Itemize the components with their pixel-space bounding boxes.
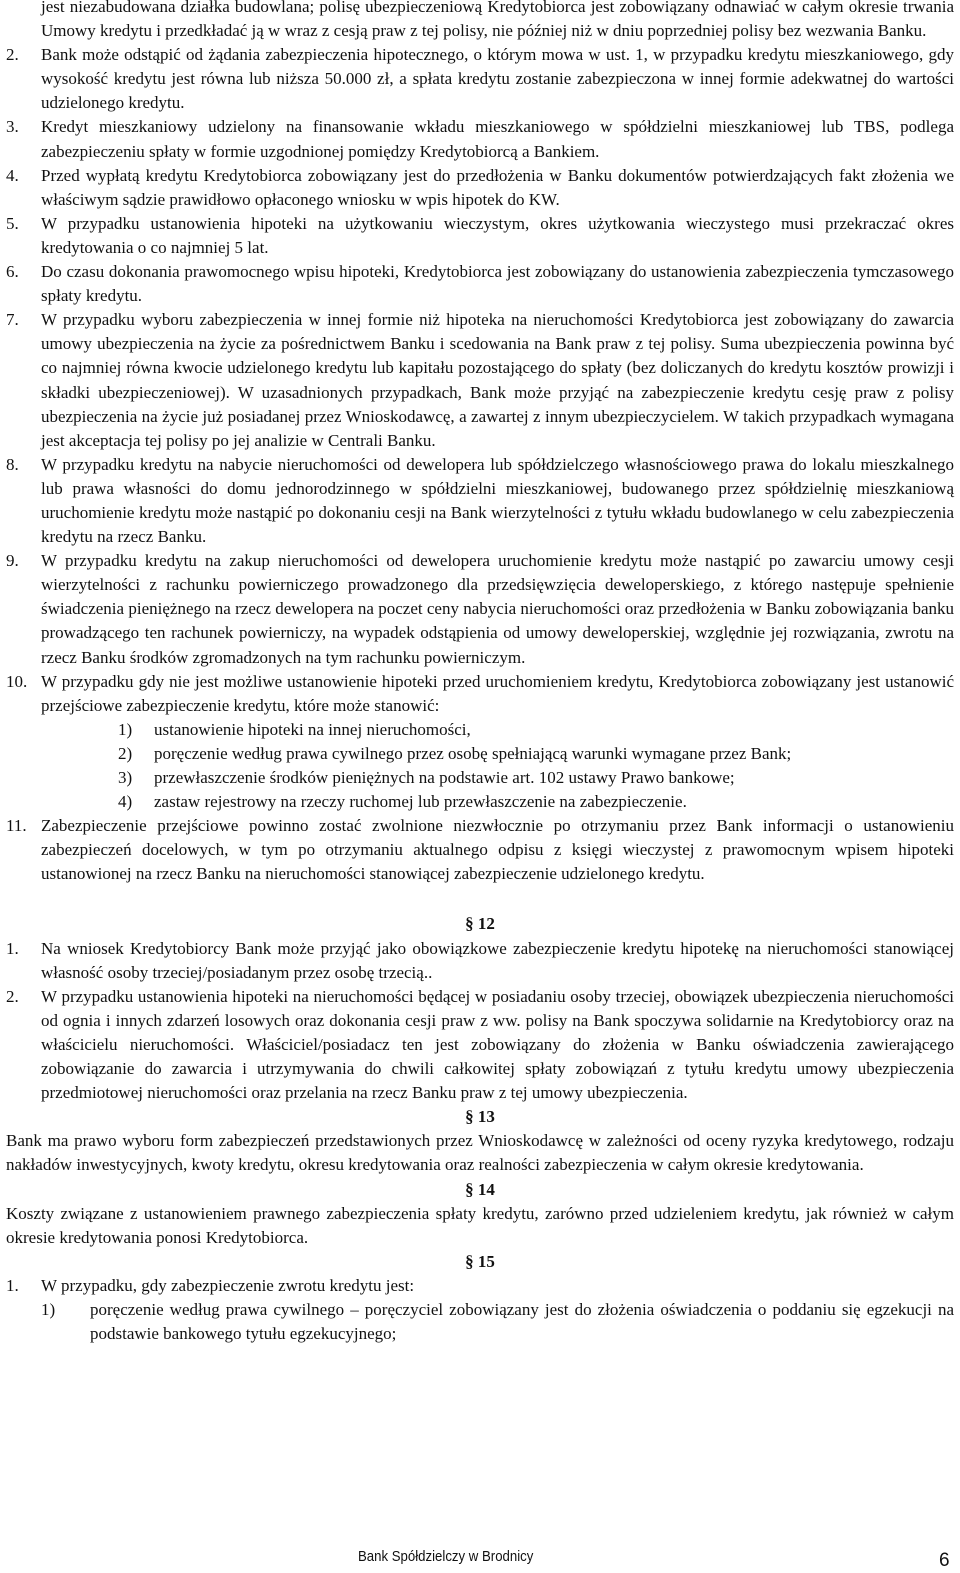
item-number: 10. <box>6 671 28 691</box>
sub-item-number: 1) <box>118 719 133 739</box>
item-number: 5. <box>6 213 19 233</box>
footer-bank-name: Bank Spółdzielczy w Brodnicy <box>358 1548 534 1565</box>
sub-item-number: 1) <box>41 1299 56 1319</box>
item-text: W przypadku kredytu na nabycie nieruchomości od dewelopera lub spółdzielczego własnościowego prawa do lokalu mieszkalnego lub prawa własności do domu jednorodzinnego w spółdzielni mieszkaniowej, budowanego przez spółdzielnię mieszkaniową uruchomienie kredytu może nastąpić po dokonaniu cesji na Bank wierzytelności z tytułu wkładu budowlanego w celu zabezpieczenia kredytu na rzecz Banku. <box>41 454 954 547</box>
sub-list-item <box>6 1298 954 1346</box>
sub-list-item <box>6 742 954 766</box>
section-13-text: Bank ma prawo wyboru form zabezpieczeń przedstawionych przez Wnioskodawcę w zależności od oceny ryzyka kredytowego, rodzaju nakładów inwestycyjnych, kwoty kredytu, okresu kredytowania oraz realności zabezpieczenia w całym okresie kredytowania. <box>6 1131 954 1175</box>
list-item <box>6 549 954 669</box>
list-item <box>6 985 954 1105</box>
item-number: 3. <box>6 117 19 137</box>
list-item <box>6 164 954 212</box>
list-item <box>6 260 954 308</box>
list-item <box>6 670 954 718</box>
sub-item-text: poręczenie według prawa cywilnego – poręczyciel zobowiązany jest do złożenia oświadczenia o poddaniu się egzekucji na podstawie bankowego tytułu egzekucyjnego; <box>90 1299 954 1344</box>
item-number: 7. <box>6 310 19 330</box>
item-number: 1. <box>6 938 19 958</box>
section-heading-14: § 14 <box>465 1179 495 1199</box>
list-item <box>6 212 954 260</box>
list-item <box>6 115 954 163</box>
item-text: W przypadku, gdy zabezpieczenie zwrotu kredytu jest: <box>41 1275 415 1295</box>
item-number: 8. <box>6 454 19 474</box>
item-text: Bank może odstąpić od żądania zabezpieczenia hipotecznego, o którym mowa w ust. 1, w przypadku kredytu mieszkaniowego, gdy wysokość kredytu jest równa lub niższa 50.000 zł, a spłata kredytu zostanie zabezpieczona w innej formie adekwatnej do wartości udzielonego kredytu. <box>41 45 954 113</box>
sub-list-item <box>6 766 954 790</box>
sub-item-number: 2) <box>118 743 133 763</box>
list-item <box>6 308 954 453</box>
item-text: Przed wypłatą kredytu Kredytobiorca zobowiązany jest do przedłożenia w Banku dokumentów potwierdzających fakt złożenia we właściwym sądzie prawidłowo opłaconego wniosku w wpis hipotek do KW. <box>41 165 954 209</box>
page-footer <box>0 1548 960 1573</box>
item-text: W przypadku gdy nie jest możliwe ustanowienie hipoteki przed uruchomieniem kredytu, Kredytobiorca zobowiązany jest ustanowić przejściowe zabezpieczenie kredytu, które może stanowić: <box>41 671 954 715</box>
item-text: W przypadku ustanowienia hipoteki na użytkowaniu wieczystym, okres użytkowania wieczystego musi przekraczać okres kredytowania o co najmniej 5 lat. <box>41 213 954 257</box>
sub-item-number: 4) <box>118 792 133 812</box>
item-number: 11. <box>6 816 27 836</box>
item-text: W przypadku ustanowienia hipoteki na nieruchomości będącej w posiadaniu osoby trzeciej, obowiązek ubezpieczenia nieruchomości od ognia i innych zdarzeń losowych oraz dokonania cesji praw z ww. polisy na Bank spoczywa solidarnie na Kredytobiorcy oraz na właścicielu nieruchomości. Właściciel/posiadacz ten jest zobowiązany do złożenia w Banku oświadczenia zawierającego zobowiązanie do zawarcia i utrzymywania do chwili całkowitej spłaty zobowiązań z tytułu kredytu umowy ubezpieczenia przedmiotowej nieruchomości oraz przelania na rzecz Banku praw z tej umowy ubezpieczenia. <box>41 986 954 1103</box>
list-item <box>6 43 954 115</box>
item-number: 2. <box>6 45 19 65</box>
page-number: 6 <box>939 1550 950 1571</box>
intro-text: jest niezabudowana działka budowlana; polisę ubezpieczeniową Kredytobiorca jest zobowiązany odnawiać w całym okresie trwania Umowy kredytu i przedkładać ją w wraz z cesją praw z tej polisy, nie później niż w dniu poprzedniej polisy bez wezwania Banku. <box>41 0 954 41</box>
section-14-text: Koszty związane z ustanowieniem prawnego zabezpieczenia spłaty kredytu, zarówno przed udzieleniem kredytu, jak również w całym okresie kredytowania ponosi Kredytobiorca. <box>6 1203 954 1247</box>
intro-paragraph <box>6 0 954 43</box>
item-number: 9. <box>6 551 19 571</box>
list-item <box>6 1274 954 1298</box>
item-text: W przypadku wyboru zabezpieczenia w innej formie niż hipoteka na nieruchomości Kredytobiorca jest zobowiązany do zawarcia umowy ubezpieczenia na życie za pośrednictwem Banku i scedowania na Bank praw z tej polisy. Suma ubezpieczenia powinna być co najmniej równa kwocie udzielonego kredytu lub kapitału pozostającego do spłaty (bez doliczanych do kredytu kosztów prowizji i składki ubezpieczeniowej). W uzasadnionych przypadkach, Bank może przyjąć na zabezpieczenie kredytu cesję praw z polisy ubezpieczenia na życie już posiadanej przez Wnioskodawcę, a zawartej z innym ubezpieczycielem. W takich przypadkach wymagana jest akceptacja tej polisy po jej analizie w Centrali Banku. <box>41 310 954 450</box>
sub-item-text: ustanowienie hipoteki na innej nieruchomości, <box>154 719 471 739</box>
list-item <box>6 937 954 985</box>
section-heading-12: § 12 <box>465 914 495 934</box>
sub-item-text: przewłaszczenie środków pieniężnych na podstawie art. 102 ustawy Prawo bankowe; <box>154 768 735 787</box>
sub-list-item <box>6 790 954 814</box>
list-item <box>6 453 954 549</box>
item-number: 2. <box>6 986 19 1006</box>
item-text: Kredyt mieszkaniowy udzielony na finansowanie wkładu mieszkaniowego w spółdzielni mieszkaniowej lub TBS, podlega zabezpieczeniu spłaty w formie uzgodnionej pomiędzy Kredytobiorcą a Bankiem. <box>41 117 954 161</box>
list-item <box>6 814 954 886</box>
sub-item-text: zastaw rejestrowy na rzeczy ruchomej lub przewłaszczenie na zabezpieczenie. <box>154 792 687 812</box>
sub-item-text: poręczenie według prawa cywilnego przez osobę spełniającą warunki wymagane przez Bank; <box>154 743 792 763</box>
item-number: 1. <box>6 1275 19 1295</box>
section-heading-15: § 15 <box>465 1251 495 1271</box>
item-text: W przypadku kredytu na zakup nieruchomości od dewelopera uruchomienie kredytu może nastąpić po zawarciu umowy cesji wierzytelności z rachunku powierniczego prowadzonego dla przedsięwzięcia deweloperskiego, z którego następuje spełnienie świadczenia pieniężnego na rzecz dewelopera na poczet ceny nabycia nieruchomości oraz przedłożenia w Banku zobowiązania banku prowadzącego ten rachunek powierniczy, na wypadek odstąpienia od umowy deweloperskiej, względnie jej rozwiązania, zwrotu na rzecz Banku środków zgromadzonych na tym rachunku powierniczym. <box>41 551 954 667</box>
sub-item-number: 3) <box>118 768 133 787</box>
item-text: Zabezpieczenie przejściowe powinno zostać zwolnione niezwłocznie po otrzymaniu przez Bank informacji o ustanowieniu zabezpieczeń docelowych, w tym po otrzymaniu aktualnego odpisu z księgi wieczystej z prawomocnym wpisem hipoteki ustanowionej na rzecz Banku na nieruchomości stanowiącej zabezpieczenie udzielonego kredytu. <box>41 816 954 884</box>
section-heading-13: § 13 <box>465 1107 495 1127</box>
item-number: 4. <box>6 165 19 185</box>
document-body <box>6 0 954 1346</box>
sub-list-item <box>6 718 954 742</box>
item-text: Do czasu dokonania prawomocnego wpisu hipoteki, Kredytobiorca jest zobowiązany do ustanowienia zabezpieczenia tymczasowego spłaty kredytu. <box>41 262 954 306</box>
item-text: Na wniosek Kredytobiorcy Bank może przyjąć jako obowiązkowe zabezpieczenie kredytu hipotekę na nieruchomości stanowiącej własność osoby trzeciej/posiadanym przez osobę trzecią.. <box>41 938 954 982</box>
item-number: 6. <box>6 262 19 282</box>
